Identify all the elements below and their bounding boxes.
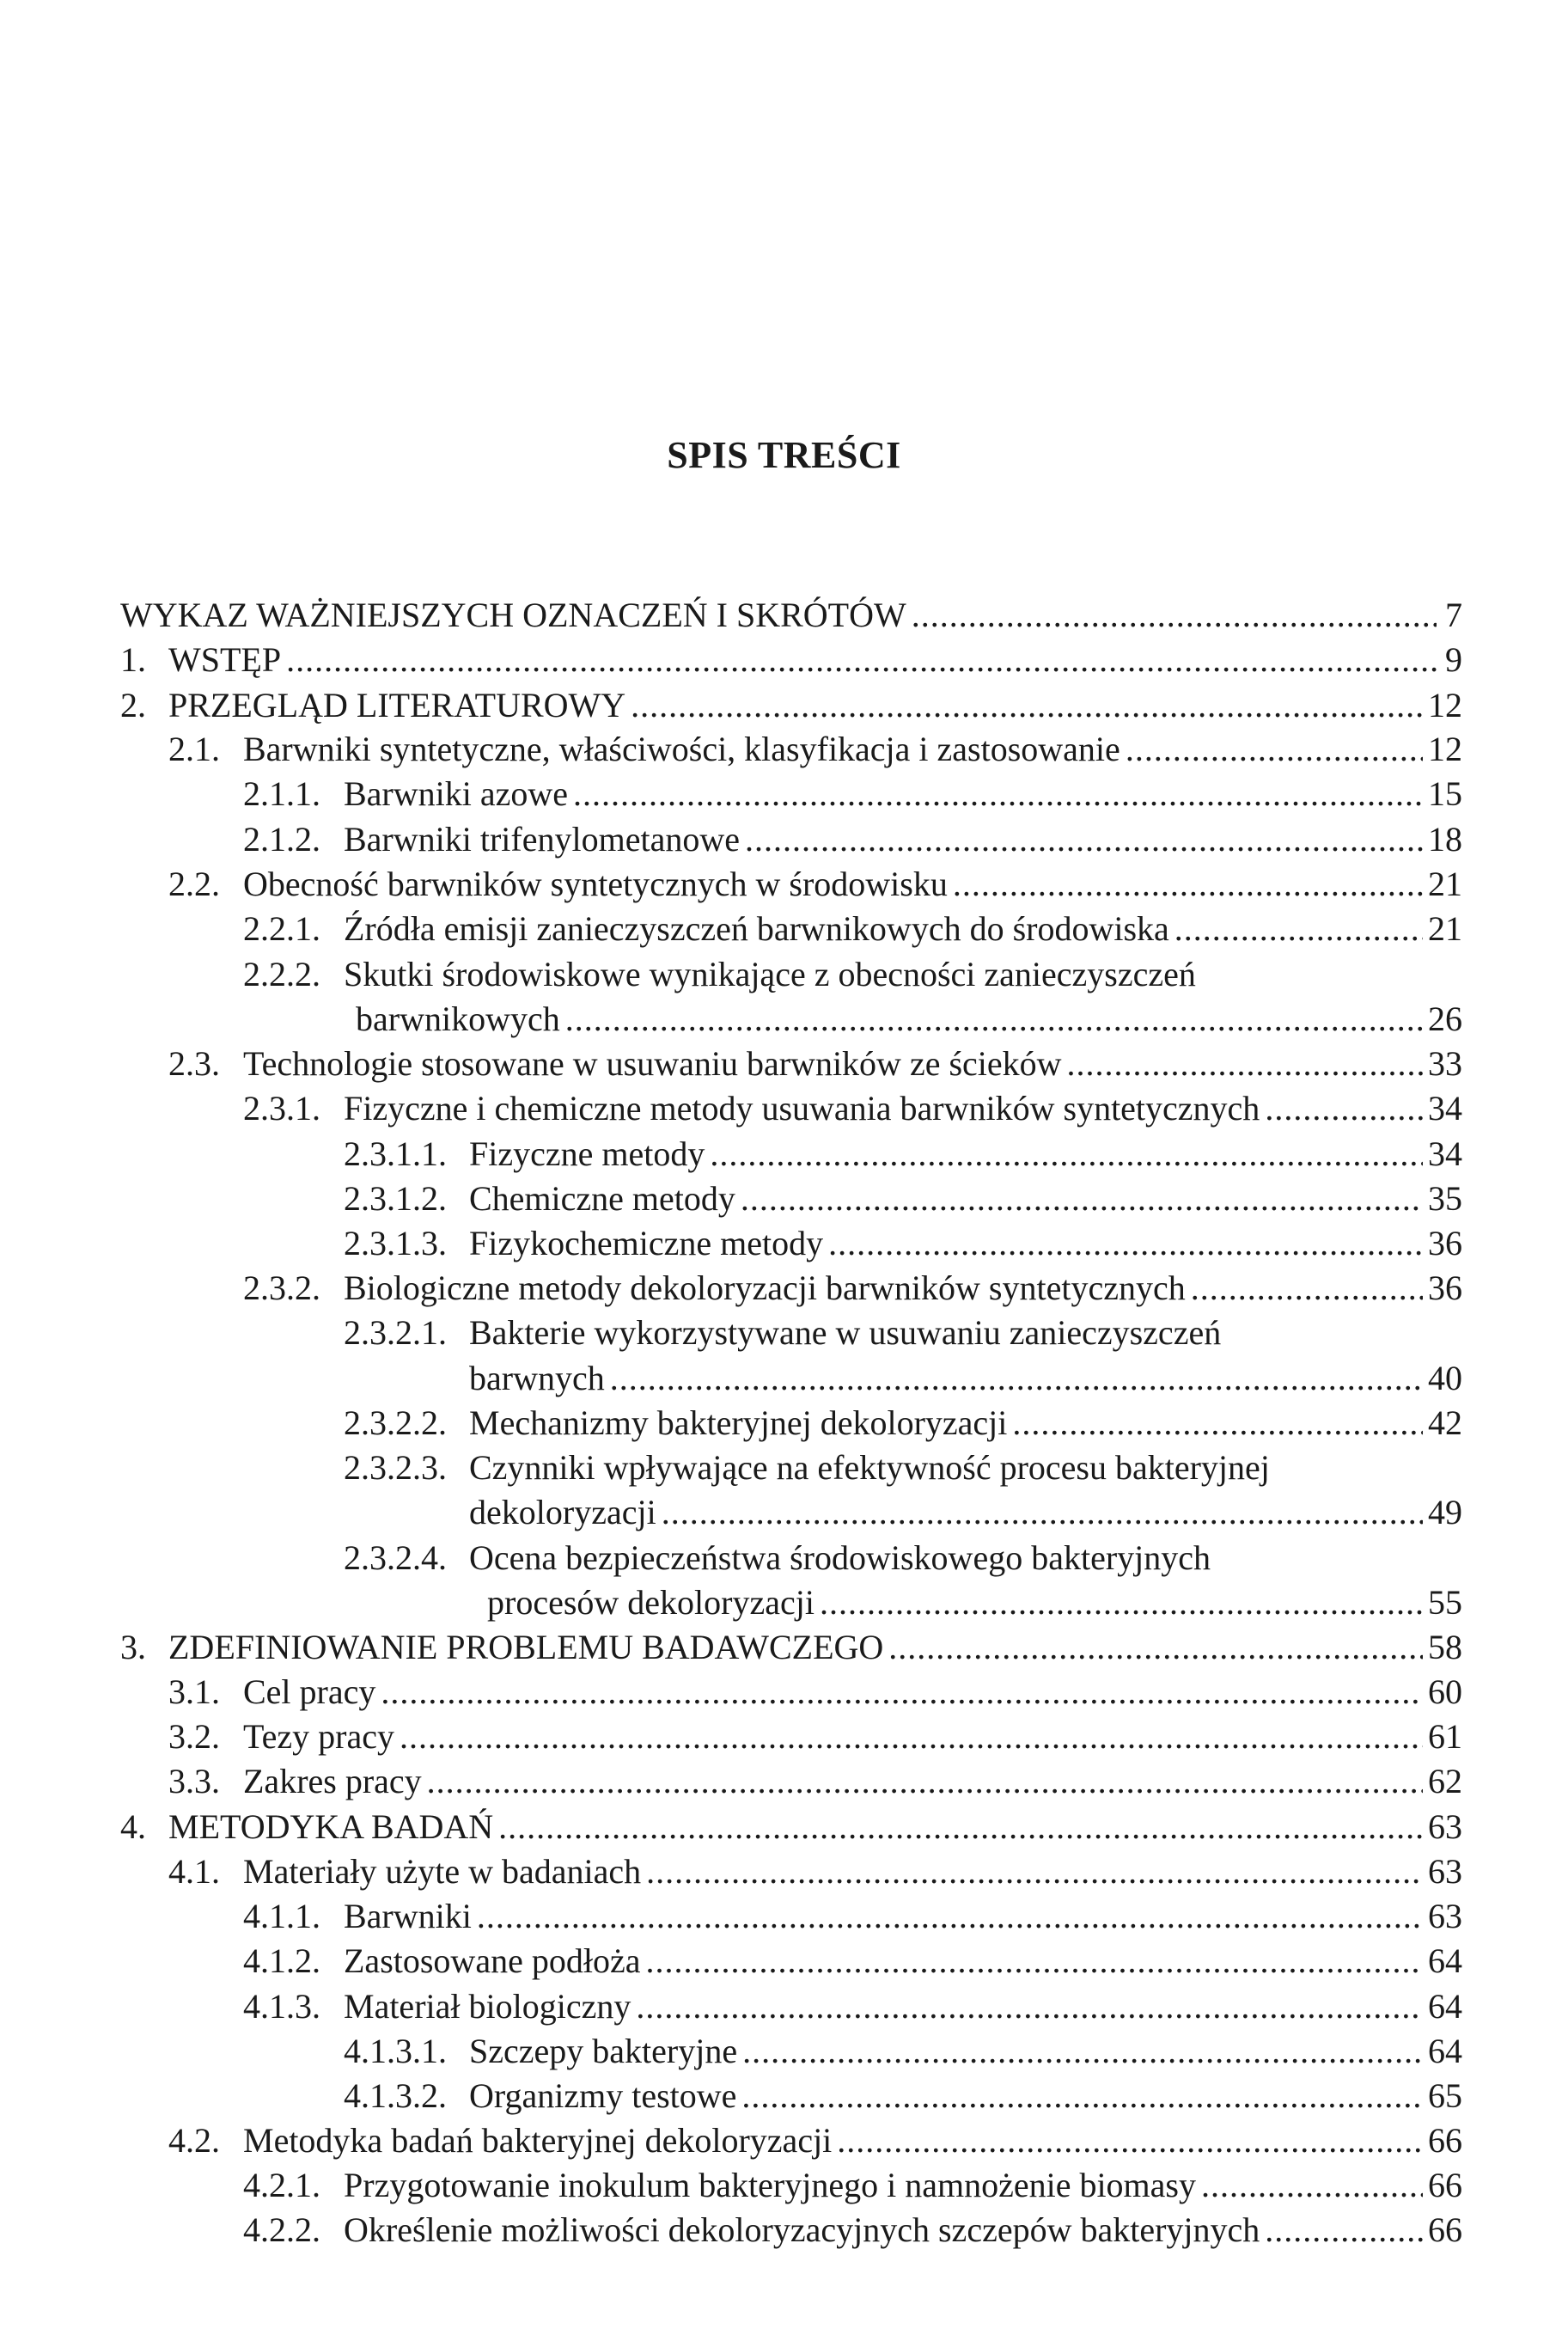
toc-entry-title: Określenie możliwości dekoloryzacyjnych szczepów bakteryjnych	[344, 2210, 1260, 2249]
toc-entry-number: 2.3.1.3.	[344, 1224, 447, 1262]
toc-entry-page: 34	[1428, 1134, 1462, 1173]
toc-entry-page: 21	[1428, 909, 1462, 948]
toc-entry-title: Przygotowanie inokulum bakteryjnego i namnożenie biomasy	[344, 2166, 1196, 2204]
dot-leader	[820, 1580, 1423, 1625]
toc-entry-title: Barwniki syntetyczne, właściwości, klasyfikacja i zastosowanie	[243, 730, 1120, 768]
dot-leader	[286, 638, 1437, 682]
toc-entry-title-continued: barwnikowych	[356, 999, 560, 1038]
toc-entry-number: 4.	[120, 1807, 146, 1846]
toc-entry-title: Ocena bezpieczeństwa środowiskowego bakteryjnych	[469, 1538, 1211, 1577]
toc-entry-page: 21	[1428, 865, 1462, 903]
toc-entry-page: 64	[1428, 1987, 1462, 2026]
dot-leader	[573, 772, 1423, 816]
toc-entry-title: Chemiczne metody	[469, 1179, 735, 1218]
dot-leader	[741, 1177, 1423, 1221]
toc-entry-number: 3.	[120, 1628, 146, 1666]
toc-entry-title: METODYKA BADAŃ	[168, 1807, 494, 1846]
toc-entry-title: Skutki środowiskowe wynikające z obecności zanieczyszczeń	[344, 955, 1196, 993]
toc-entry-number: 2.	[120, 686, 146, 724]
toc-entry-page: 33	[1428, 1044, 1462, 1083]
toc-entry-title: Materiał biologiczny	[344, 1987, 631, 2026]
toc-entry-page: 58	[1428, 1628, 1462, 1666]
toc-entry-number: 4.1.3.	[243, 1987, 320, 2026]
toc-entry-title: Mechanizmy bakteryjnej dekoloryzacji	[469, 1403, 1008, 1442]
page-title: SPIS TREŚCI	[667, 434, 901, 476]
toc-entry-number: 4.1.2.	[243, 1941, 320, 1980]
toc-entry-title: Tezy pracy	[243, 1717, 394, 1756]
toc-entry-title: Fizykochemiczne metody	[469, 1224, 824, 1262]
toc-entry-title: Zakres pracy	[243, 1762, 422, 1800]
dot-leader	[888, 1625, 1423, 1670]
toc-entry-number: 4.2.	[168, 2121, 220, 2160]
dot-leader	[742, 2029, 1423, 2074]
toc-entry-number: 4.1.	[168, 1852, 220, 1891]
toc-entry-first-line	[344, 1446, 1270, 1490]
dot-leader	[636, 1984, 1423, 2029]
toc-entry-number: 4.1.3.2.	[344, 2076, 447, 2115]
dot-leader	[828, 1221, 1423, 1266]
toc-entry-title: PRZEGLĄD LITERATUROWY	[168, 686, 626, 724]
toc-entry-page: 34	[1428, 1089, 1462, 1128]
dot-leader	[912, 593, 1437, 638]
toc-entry-title-continued: dekoloryzacji	[469, 1493, 656, 1531]
toc-entry-number: 2.2.	[168, 865, 220, 903]
toc-entry-first-line	[243, 952, 1196, 997]
dot-leader	[427, 1759, 1423, 1804]
toc-entry-page: 18	[1428, 820, 1462, 859]
toc-entry-page: 61	[1428, 1717, 1462, 1756]
toc-entry-title: Fizyczne metody	[469, 1134, 705, 1173]
dot-leader	[1191, 1266, 1423, 1311]
toc-entry-page: 36	[1428, 1224, 1462, 1262]
toc-entry-title: Źródła emisji zanieczyszczeń barwnikowych do środowiska	[344, 909, 1169, 948]
toc-entry-page: 55	[1428, 1583, 1462, 1622]
toc-entry-page: 66	[1428, 2210, 1462, 2249]
toc-entry-title: Bakterie wykorzystywane w usuwaniu zanieczyszczeń	[469, 1313, 1222, 1352]
dot-leader	[1126, 727, 1423, 772]
toc-entry-number: 2.3.2.	[243, 1268, 320, 1307]
toc-entry-title: Metodyka badań bakteryjnej dekoloryzacji	[243, 2121, 833, 2160]
toc-entry-page: 42	[1428, 1403, 1462, 1442]
toc-entry-number: 3.2.	[168, 1717, 220, 1756]
toc-entry-page: 63	[1428, 1852, 1462, 1891]
toc-entry-number: 4.2.1.	[243, 2166, 320, 2204]
toc-entry-page: 7	[1445, 596, 1462, 634]
dot-leader	[565, 997, 1423, 1042]
dot-leader	[646, 1849, 1423, 1894]
toc-entry-number: 2.3.2.3.	[344, 1448, 447, 1487]
toc-entry-page: 62	[1428, 1762, 1462, 1800]
toc-entry-title: Fizyczne i chemiczne metody usuwania barwników syntetycznych	[344, 1089, 1260, 1128]
toc-entry-page: 63	[1428, 1807, 1462, 1846]
toc-entry-number: 3.3.	[168, 1762, 220, 1800]
toc-entry-title: Biologiczne metody dekoloryzacji barwników syntetycznych	[344, 1268, 1186, 1307]
toc-entry-title-continued: barwnych	[469, 1359, 605, 1397]
toc-entry-title: Technologie stosowane w usuwaniu barwników ze ścieków	[243, 1044, 1062, 1083]
toc-entry-title: Szczepy bakteryjne	[469, 2032, 738, 2070]
toc-entry-number: 4.1.3.1.	[344, 2032, 447, 2070]
dot-leader	[1265, 2208, 1423, 2252]
dot-leader	[662, 1490, 1423, 1535]
dot-leader	[710, 1132, 1423, 1177]
toc-entry-title: Barwniki trifenylometanowe	[344, 820, 740, 859]
dot-leader	[1174, 907, 1423, 951]
toc-entry-number: 4.2.2.	[243, 2210, 320, 2249]
toc-entry-page: 9	[1445, 640, 1462, 679]
toc-entry-page: 49	[1428, 1493, 1462, 1531]
dot-leader	[837, 2118, 1423, 2163]
toc-entry-title: WYKAZ WAŻNIEJSZYCH OZNACZEŃ I SKRÓTÓW	[120, 596, 906, 634]
toc-entry-number: 1.	[120, 640, 146, 679]
toc-entry-title: Barwniki	[344, 1897, 472, 1935]
dot-leader	[381, 1670, 1423, 1715]
dot-leader	[631, 683, 1423, 728]
dot-leader	[1067, 1042, 1423, 1086]
toc-entry-first-line	[344, 1311, 1221, 1355]
toc-entry-page: 63	[1428, 1897, 1462, 1935]
toc-entry-number: 2.3.	[168, 1044, 220, 1083]
toc-entry-title: Barwniki azowe	[344, 774, 569, 813]
dot-leader	[745, 817, 1423, 862]
toc-entry-number: 3.1.	[168, 1672, 220, 1711]
toc-entry-title: Cel pracy	[243, 1672, 376, 1711]
toc-entry-title: Organizmy testowe	[469, 2076, 737, 2115]
dot-leader	[953, 862, 1423, 907]
toc-entry-title: WSTĘP	[168, 640, 282, 679]
toc-entry-title: ZDEFINIOWANIE PROBLEMU BADAWCZEGO	[168, 1628, 884, 1666]
toc-entry-title: Obecność barwników syntetycznych w środowisku	[243, 865, 948, 903]
dot-leader	[1012, 1401, 1423, 1446]
toc-entry-title-continued: procesów dekoloryzacji	[487, 1583, 815, 1622]
toc-entry-page: 12	[1428, 686, 1462, 724]
dot-leader	[741, 2074, 1423, 2118]
toc-entry-number: 2.3.2.4.	[344, 1538, 447, 1577]
dot-leader	[1265, 1086, 1423, 1131]
dot-leader	[610, 1356, 1423, 1401]
dot-leader	[477, 1894, 1423, 1939]
dot-leader	[1201, 2163, 1423, 2208]
toc-entry-number: 2.2.1.	[243, 909, 320, 948]
toc-entry-number: 2.1.	[168, 730, 220, 768]
dot-leader	[498, 1805, 1423, 1849]
toc-entry-page: 15	[1428, 774, 1462, 813]
toc-entry-page: 26	[1428, 999, 1462, 1038]
toc-entry-number: 2.3.1.2.	[344, 1179, 447, 1218]
dot-leader	[645, 1939, 1423, 1984]
toc-entry-page: 64	[1428, 1941, 1462, 1980]
toc-entry-number: 2.3.2.2.	[344, 1403, 447, 1442]
toc-entry-number: 2.1.1.	[243, 774, 320, 813]
dot-leader	[400, 1715, 1423, 1759]
toc-entry-number: 4.1.1.	[243, 1897, 320, 1935]
toc-entry-number: 2.3.1.	[243, 1089, 320, 1128]
toc-entry-page: 12	[1428, 730, 1462, 768]
toc-entry-number: 2.2.2.	[243, 955, 320, 993]
toc-entry-number: 2.3.1.1.	[344, 1134, 447, 1173]
toc-entry-number: 2.1.2.	[243, 820, 320, 859]
toc-entry-page: 60	[1428, 1672, 1462, 1711]
toc-entry-title: Czynniki wpływające na efektywność procesu bakteryjnej	[469, 1448, 1270, 1487]
toc-entry-title: Zastosowane podłoża	[344, 1941, 641, 1980]
toc-entry-page: 66	[1428, 2166, 1462, 2204]
toc-entry-page: 66	[1428, 2121, 1462, 2160]
toc-entry-page: 40	[1428, 1359, 1462, 1397]
toc-entry-page: 65	[1428, 2076, 1462, 2115]
toc-entry-page: 64	[1428, 2032, 1462, 2070]
toc-entry-page: 36	[1428, 1268, 1462, 1307]
toc-entry-page: 35	[1428, 1179, 1462, 1218]
toc-entry-first-line	[344, 1536, 1211, 1580]
toc-entry-title: Materiały użyte w badaniach	[243, 1852, 642, 1891]
toc-entry-number: 2.3.2.1.	[344, 1313, 447, 1352]
